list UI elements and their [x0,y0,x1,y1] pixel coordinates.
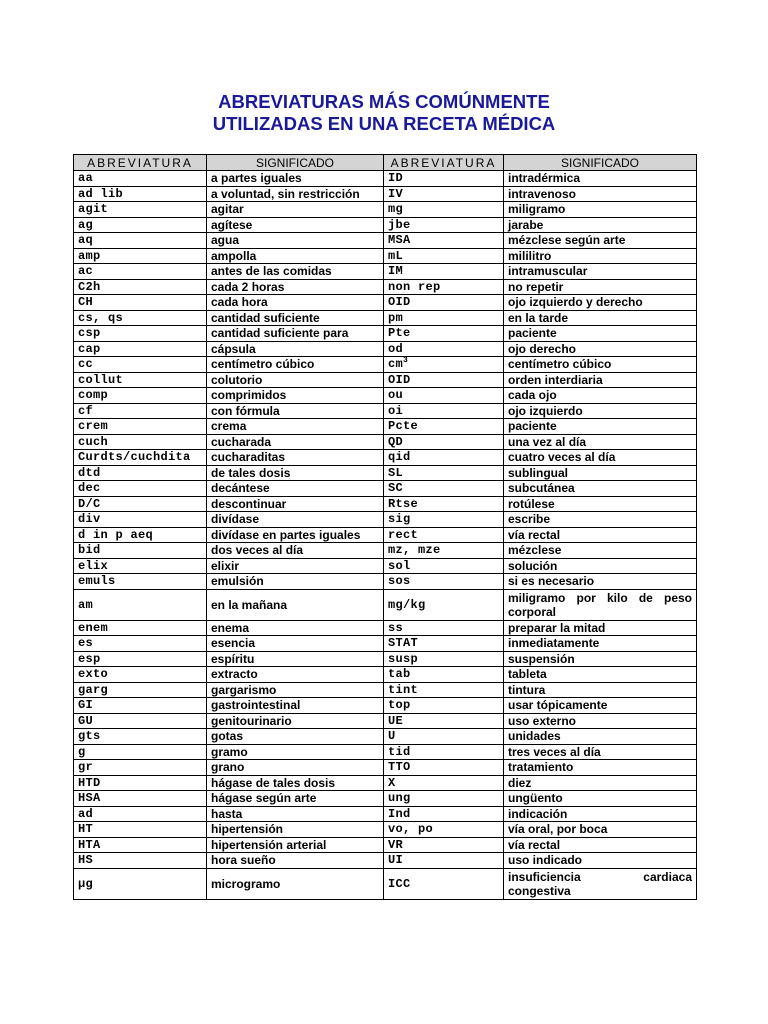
abbreviation-cell: GU [74,713,207,729]
table-row [74,295,697,311]
abbreviation-cell: Rtse [384,496,504,512]
header-abreviatura-1: ABREVIATURA [74,155,207,171]
table-row [74,186,697,202]
meaning-cell: hágase de tales dosis [207,775,384,791]
abbreviation-cell: cc [74,357,207,373]
meaning-cell: hora sueño [207,853,384,869]
meaning-cell: gotas [207,729,384,745]
table-row [74,388,697,404]
abbreviation-cell: HTA [74,837,207,853]
abbreviation-cell: am [74,589,207,620]
abbreviation-superscript: 3 [403,356,409,366]
meaning-cell: gastrointestinal [207,698,384,714]
meaning-cell: agitar [207,202,384,218]
meaning-cell: orden interdiaria [504,372,697,388]
abbreviation-cell: UI [384,853,504,869]
table-row [74,465,697,481]
abbreviation-cell: qid [384,450,504,466]
meaning-cell: cada 2 horas [207,279,384,295]
meaning-cell: esencia [207,636,384,652]
abbreviation-cell: SL [384,465,504,481]
abbreviations-table [73,154,697,900]
table-row [74,651,697,667]
abbreviation-cell: HT [74,822,207,838]
abbreviation-cell: tint [384,682,504,698]
abbreviation-cell: esp [74,651,207,667]
meaning-cell: hipertensión [207,822,384,838]
abbreviation-cell: tab [384,667,504,683]
abbreviation-cell: Ind [384,806,504,822]
abbreviation-cell: tid [384,744,504,760]
meaning-cell: usar tópicamente [504,698,697,714]
table-row [74,264,697,280]
abbreviation-cell: csp [74,326,207,342]
abbreviation-cell: ICC [384,868,504,899]
abbreviation-cell: ID [384,171,504,187]
meaning-cell: subcutánea [504,481,697,497]
table-row [74,496,697,512]
meaning-cell: gramo [207,744,384,760]
header-significado-1: SIGNIFICADO [207,155,384,171]
abbreviation-cell: STAT [384,636,504,652]
abbreviation-cell: cs, qs [74,310,207,326]
table-row [74,217,697,233]
meaning-cell: elixir [207,558,384,574]
meaning-cell: centímetro cúbico [504,357,697,373]
abbreviation-cell: crem [74,419,207,435]
meaning-cell: tratamiento [504,760,697,776]
meaning-cell: sublingual [504,465,697,481]
abbreviation-cell: ad [74,806,207,822]
meaning-cell: antes de las comidas [207,264,384,280]
meaning-cell: crema [207,419,384,435]
abbreviation-cell: Curdts/cuchdita [74,450,207,466]
document-title-line-2: UTILIZADAS EN UNA RECETA MÉDICA [212,113,556,134]
meaning-cell: intradérmica [504,171,697,187]
abbreviation-cell: ac [74,264,207,280]
meaning-cell: cucharada [207,434,384,450]
meaning-cell: miligramo [504,202,697,218]
table-row [74,310,697,326]
meaning-cell: no repetir [504,279,697,295]
meaning-cell: a voluntad, sin restricción [207,186,384,202]
meaning-cell: hágase según arte [207,791,384,807]
meaning-cell: descontinuar [207,496,384,512]
table-row [74,729,697,745]
abbreviation-cell: VR [384,837,504,853]
meaning-cell: solución [504,558,697,574]
meaning-cell: dos veces al día [207,543,384,559]
abbreviation-cell: cap [74,341,207,357]
meaning-cell: espíritu [207,651,384,667]
meaning-cell: en la mañana [207,589,384,620]
abbreviation-cell: cf [74,403,207,419]
meaning-cell: ojo izquierdo [504,403,697,419]
table-row [74,698,697,714]
abbreviation-cell: D/C [74,496,207,512]
table-row [74,853,697,869]
abbreviation-cell: ss [384,620,504,636]
meaning-cell: agítese [207,217,384,233]
meaning-cell: jarabe [504,217,697,233]
meaning-cell: a partes iguales [207,171,384,187]
meaning-cell: gargarismo [207,682,384,698]
abbreviation-cell: Pte [384,326,504,342]
abbreviation-cell: mz, mze [384,543,504,559]
meaning-cell: hipertensión arterial [207,837,384,853]
table-row [74,512,697,528]
abbreviation-cell: ou [384,388,504,404]
abbreviation-cell: IM [384,264,504,280]
meaning-cell: enema [207,620,384,636]
meaning-cell: cuatro veces al día [504,450,697,466]
table-row [74,248,697,264]
meaning-cell: cada hora [207,295,384,311]
meaning-cell: grano [207,760,384,776]
abbreviation-cell: rect [384,527,504,543]
meaning-cell: cantidad suficiente para [207,326,384,342]
abbreviation-cell: C2h [74,279,207,295]
meaning-cell: divídase en partes iguales [207,527,384,543]
table-row [74,171,697,187]
abbreviation-cell: HS [74,853,207,869]
meaning-cell: si es necesario [504,574,697,590]
meaning-cell: paciente [504,419,697,435]
abbreviation-cell: dtd [74,465,207,481]
table-row [74,450,697,466]
table-row [74,481,697,497]
table-body [74,171,697,900]
table-row [74,775,697,791]
meaning-cell: con fórmula [207,403,384,419]
meaning-cell: emulsión [207,574,384,590]
abbreviation-cell: OID [384,295,504,311]
meaning-cell: ojo izquierdo y derecho [504,295,697,311]
meaning-cell: intravenoso [504,186,697,202]
meaning-cell: extracto [207,667,384,683]
abbreviation-cell: HTD [74,775,207,791]
meaning-cell: en la tarde [504,310,697,326]
header-abreviatura-2: ABREVIATURA [384,155,504,171]
abbreviation-cell: exto [74,667,207,683]
abbreviation-cell: OID [384,372,504,388]
meaning-cell: vía oral, por boca [504,822,697,838]
table-row [74,434,697,450]
abbreviation-cell: GI [74,698,207,714]
meaning-cell: centímetro cúbico [207,357,384,373]
table-row [74,868,697,899]
abbreviation-cell: elix [74,558,207,574]
abbreviation-cell: CH [74,295,207,311]
table-row [74,744,697,760]
abbreviation-cell: UE [384,713,504,729]
meaning-cell: diez [504,775,697,791]
table-row [74,357,697,373]
meaning-cell: ojo derecho [504,341,697,357]
abbreviation-cell: sos [384,574,504,590]
abbreviation-cell: X [384,775,504,791]
table-header-row [74,155,697,171]
abbreviation-cell: ag [74,217,207,233]
abbreviation-cell: aa [74,171,207,187]
meaning-cell: mililitro [504,248,697,264]
meaning-cell: hasta [207,806,384,822]
abbreviation-cell: mg/kg [384,589,504,620]
abbreviation-cell: IV [384,186,504,202]
table-row [74,791,697,807]
meaning-cell: vía rectal [504,837,697,853]
abbreviation-cell: U [384,729,504,745]
meaning-cell: unidades [504,729,697,745]
meaning-cell: preparar la mitad [504,620,697,636]
abbreviation-cell: gr [74,760,207,776]
meaning-cell: cada ojo [504,388,697,404]
meaning-cell: insuficiencia cardiaca congestiva [504,868,697,899]
abbreviation-cell: pm [384,310,504,326]
abbreviation-cell: sol [384,558,504,574]
abbreviation-cell: HSA [74,791,207,807]
meaning-cell: suspensión [504,651,697,667]
document-title-line-1: ABREVIATURAS MÁS COMÚNMENTE [218,91,550,112]
meaning-cell: uso indicado [504,853,697,869]
meaning-cell: agua [207,233,384,249]
abbreviation-cell: cuch [74,434,207,450]
table-row [74,636,697,652]
abbreviation-cell: amp [74,248,207,264]
table-row [74,574,697,590]
meaning-cell: rotúlese [504,496,697,512]
abbreviation-cell: dec [74,481,207,497]
abbreviation-cell: top [384,698,504,714]
abbreviation-cell: es [74,636,207,652]
table-row [74,202,697,218]
abbreviation-cell: ung [384,791,504,807]
meaning-cell: mézclese según arte [504,233,697,249]
table-row [74,667,697,683]
abbreviation-cell: sig [384,512,504,528]
abbreviation-cell: g [74,744,207,760]
abbreviation-cell: emuls [74,574,207,590]
table-row [74,558,697,574]
table-row [74,279,697,295]
table-row [74,403,697,419]
meaning-cell: ungüento [504,791,697,807]
table-row [74,682,697,698]
meaning-cell: una vez al día [504,434,697,450]
meaning-cell: tableta [504,667,697,683]
abbreviation-cell: vo, po [384,822,504,838]
abbreviation-cell: enem [74,620,207,636]
meaning-cell: escribe [504,512,697,528]
table-row [74,713,697,729]
meaning-cell: cápsula [207,341,384,357]
abbreviation-cell: TTO [384,760,504,776]
meaning-cell: vía rectal [504,527,697,543]
meaning-cell: microgramo [207,868,384,899]
abbreviation-cell: mL [384,248,504,264]
meaning-cell: miligramo por kilo de peso corporal [504,589,697,620]
table-row [74,760,697,776]
table-row [74,233,697,249]
abbreviation-base: cm [388,357,404,372]
abbreviation-cell: Pcte [384,419,504,435]
abbreviation-cell: bid [74,543,207,559]
table-row [74,543,697,559]
abbreviation-cell: gts [74,729,207,745]
table-row [74,822,697,838]
abbreviation-cell: QD [384,434,504,450]
meaning-cell: intramuscular [504,264,697,280]
meaning-cell: de tales dosis [207,465,384,481]
meaning-cell: inmediatamente [504,636,697,652]
abbreviation-cell [384,357,504,373]
meaning-cell: colutorio [207,372,384,388]
abbreviation-cell: garg [74,682,207,698]
table-row [74,620,697,636]
meaning-cell: genitourinario [207,713,384,729]
meaning-cell: paciente [504,326,697,342]
abbreviation-cell: SC [384,481,504,497]
meaning-cell: comprimidos [207,388,384,404]
table-row [74,589,697,620]
abbreviation-cell: div [74,512,207,528]
meaning-cell: decántese [207,481,384,497]
abbreviation-cell: MSA [384,233,504,249]
abbreviation-cell: non rep [384,279,504,295]
table-row [74,837,697,853]
abbreviation-cell: ad lib [74,186,207,202]
abbreviation-cell: susp [384,651,504,667]
table-row [74,527,697,543]
meaning-cell: tres veces al día [504,744,697,760]
abbreviation-cell: d in p aeq [74,527,207,543]
header-significado-2: SIGNIFICADO [504,155,697,171]
abbreviation-cell: mg [384,202,504,218]
abbreviation-cell: collut [74,372,207,388]
meaning-cell: indicación [504,806,697,822]
abbreviation-cell: oi [384,403,504,419]
meaning-cell: cucharaditas [207,450,384,466]
meaning-cell: uso externo [504,713,697,729]
abbreviation-cell: jbe [384,217,504,233]
abbreviation-cell: agit [74,202,207,218]
table-row [74,419,697,435]
abbreviation-cell: comp [74,388,207,404]
meaning-cell: divídase [207,512,384,528]
abbreviation-cell: aq [74,233,207,249]
abbreviation-cell: μg [74,868,207,899]
meaning-cell: mézclese [504,543,697,559]
table-row [74,372,697,388]
table-row [74,326,697,342]
meaning-cell: tintura [504,682,697,698]
meaning-cell: ampolla [207,248,384,264]
table-row [74,806,697,822]
abbreviation-cell: od [384,341,504,357]
meaning-cell: cantidad suficiente [207,310,384,326]
table-row [74,341,697,357]
